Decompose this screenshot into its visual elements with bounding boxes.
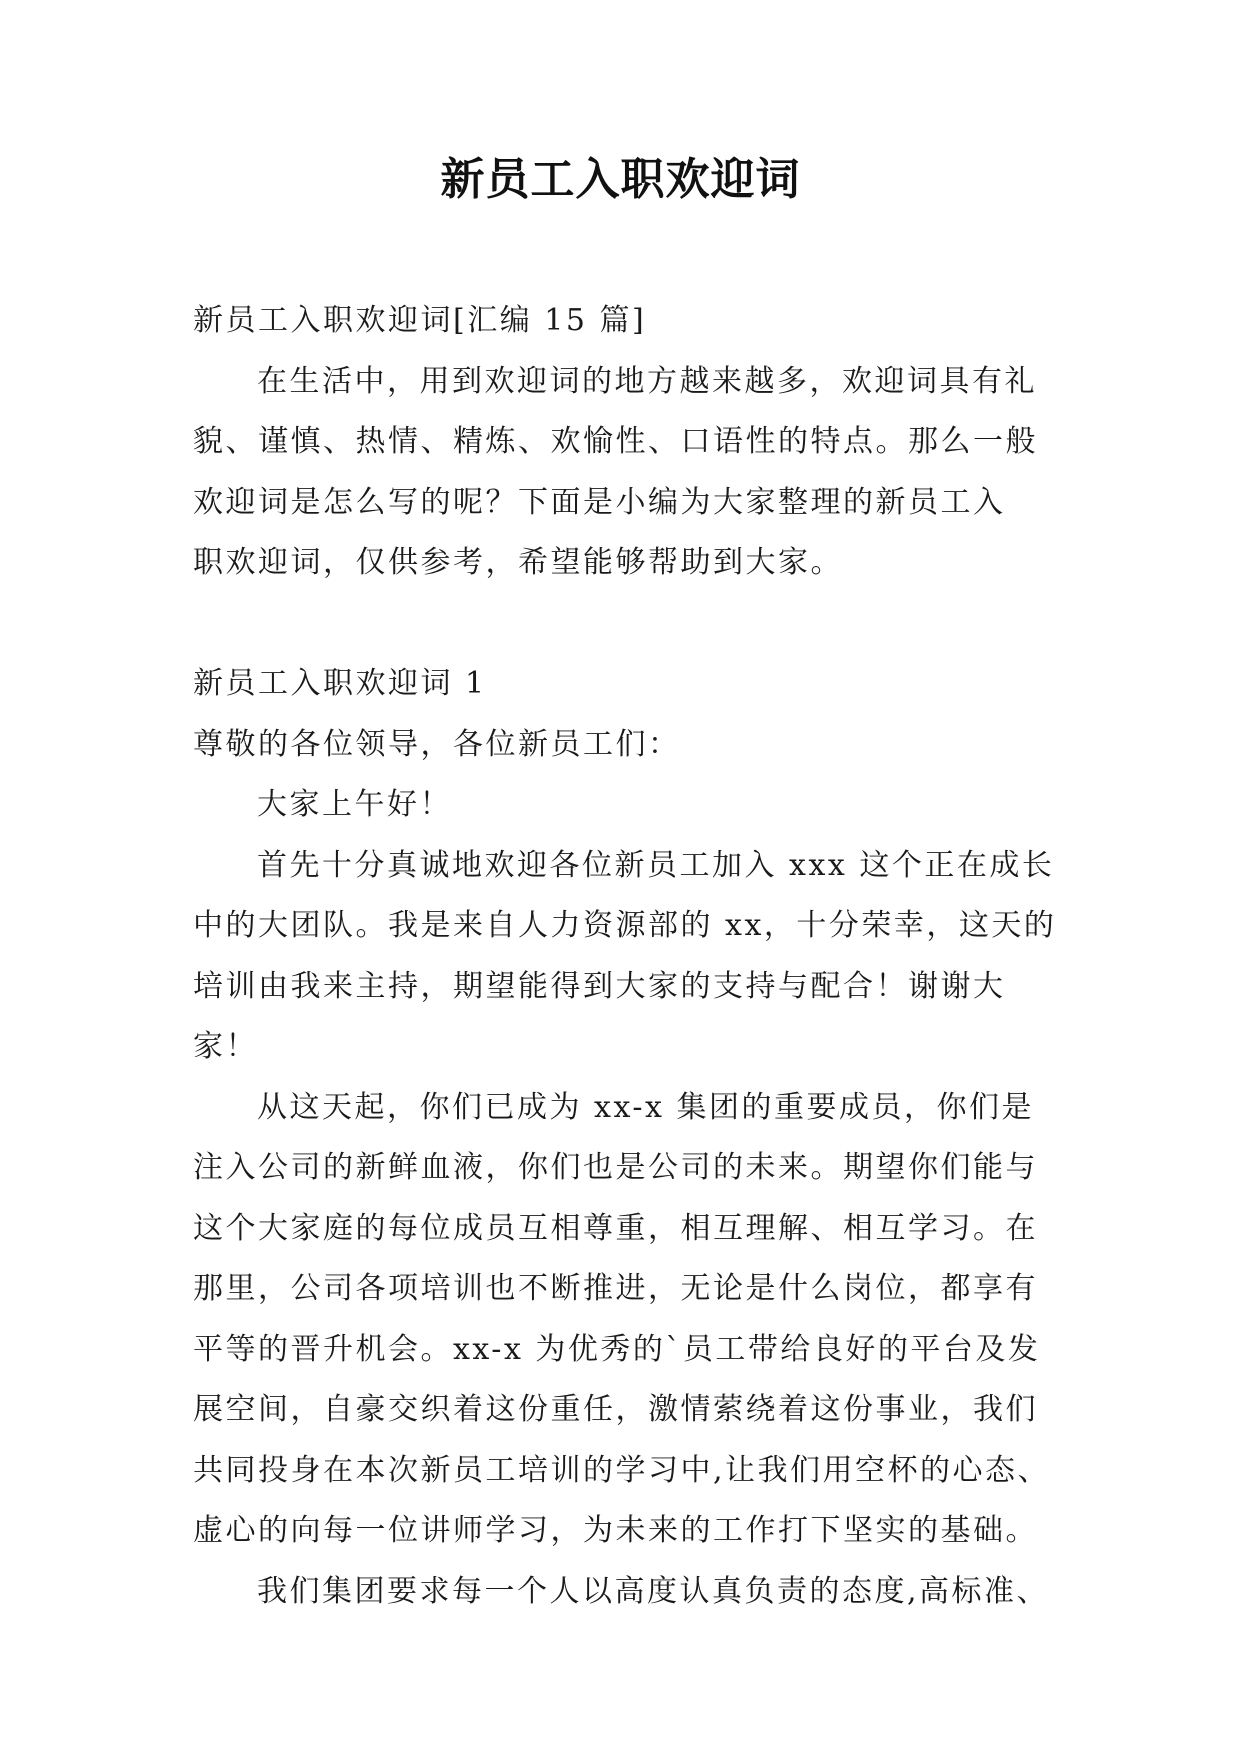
intro-paragraph-line: 职欢迎词，仅供参考，希望能够帮助到大家。 [193, 545, 843, 580]
body-paragraph-line: 平等的晋升机会。xx-x 为优秀的`员工带给良好的平台及发 [193, 1331, 1041, 1367]
body-paragraph-line: 家！ [193, 1029, 258, 1064]
body-paragraph-line: 虚心的向每一位讲师学习，为未来的工作打下坚实的基础。 [193, 1513, 1038, 1548]
body-paragraph-line: 首先十分真诚地欢迎各位新员工加入 xxx 这个正在成长 [257, 847, 1055, 883]
section-heading: 新员工入职欢迎词 1 [193, 666, 487, 701]
body-paragraph-line: 那里，公司各项培训也不断推进，无论是什么岗位，都享有 [193, 1271, 1038, 1306]
intro-paragraph-line: 貌、谨慎、热情、精炼、欢愉性、口语性的特点。那么一般 [193, 424, 1038, 459]
body-paragraph-line: 共同投身在本次新员工培训的学习中,让我们用空杯的心态、 [193, 1452, 1051, 1488]
document-body [193, 291, 1057, 1622]
intro-paragraph-line: 欢迎词是怎么写的呢？下面是小编为大家整理的新员工入 [193, 484, 1006, 520]
body-paragraph-line: 展空间，自豪交织着这份重任，激情萦绕着这份事业，我们 [193, 1392, 1038, 1427]
body-paragraph-line: 中的大团队。我是来自人力资源部的 xx，十分荣幸，这天的 [193, 908, 1057, 943]
document-title: 新员工入职欢迎词 [440, 154, 801, 205]
body-paragraph-line: 注入公司的新鲜血液，你们也是公司的未来。期望你们能与 [193, 1150, 1038, 1185]
subtitle-line: 新员工入职欢迎词[汇编 15 篇] [193, 303, 647, 338]
body-paragraph-line: 我们集团要求每一个人以高度认真负责的态度,高标准、 [257, 1573, 1050, 1609]
intro-paragraph-line: 在生活中，用到欢迎词的地方越来越多，欢迎词具有礼 [257, 363, 1037, 399]
body-paragraph-line: 培训由我来主持，期望能得到大家的支持与配合！谢谢大 [193, 968, 1006, 1004]
salutation-line: 尊敬的各位领导，各位新员工们： [193, 726, 681, 762]
paragraph-gap [193, 594, 1053, 655]
body-paragraph-line: 从这天起，你们已成为 xx-x 集团的重要成员，你们是 [257, 1089, 1034, 1125]
body-paragraph-line: 这个大家庭的每位成员互相尊重，相互理解、相互学习。在 [193, 1210, 1038, 1246]
greeting-line: 大家上午好！ [257, 787, 452, 822]
